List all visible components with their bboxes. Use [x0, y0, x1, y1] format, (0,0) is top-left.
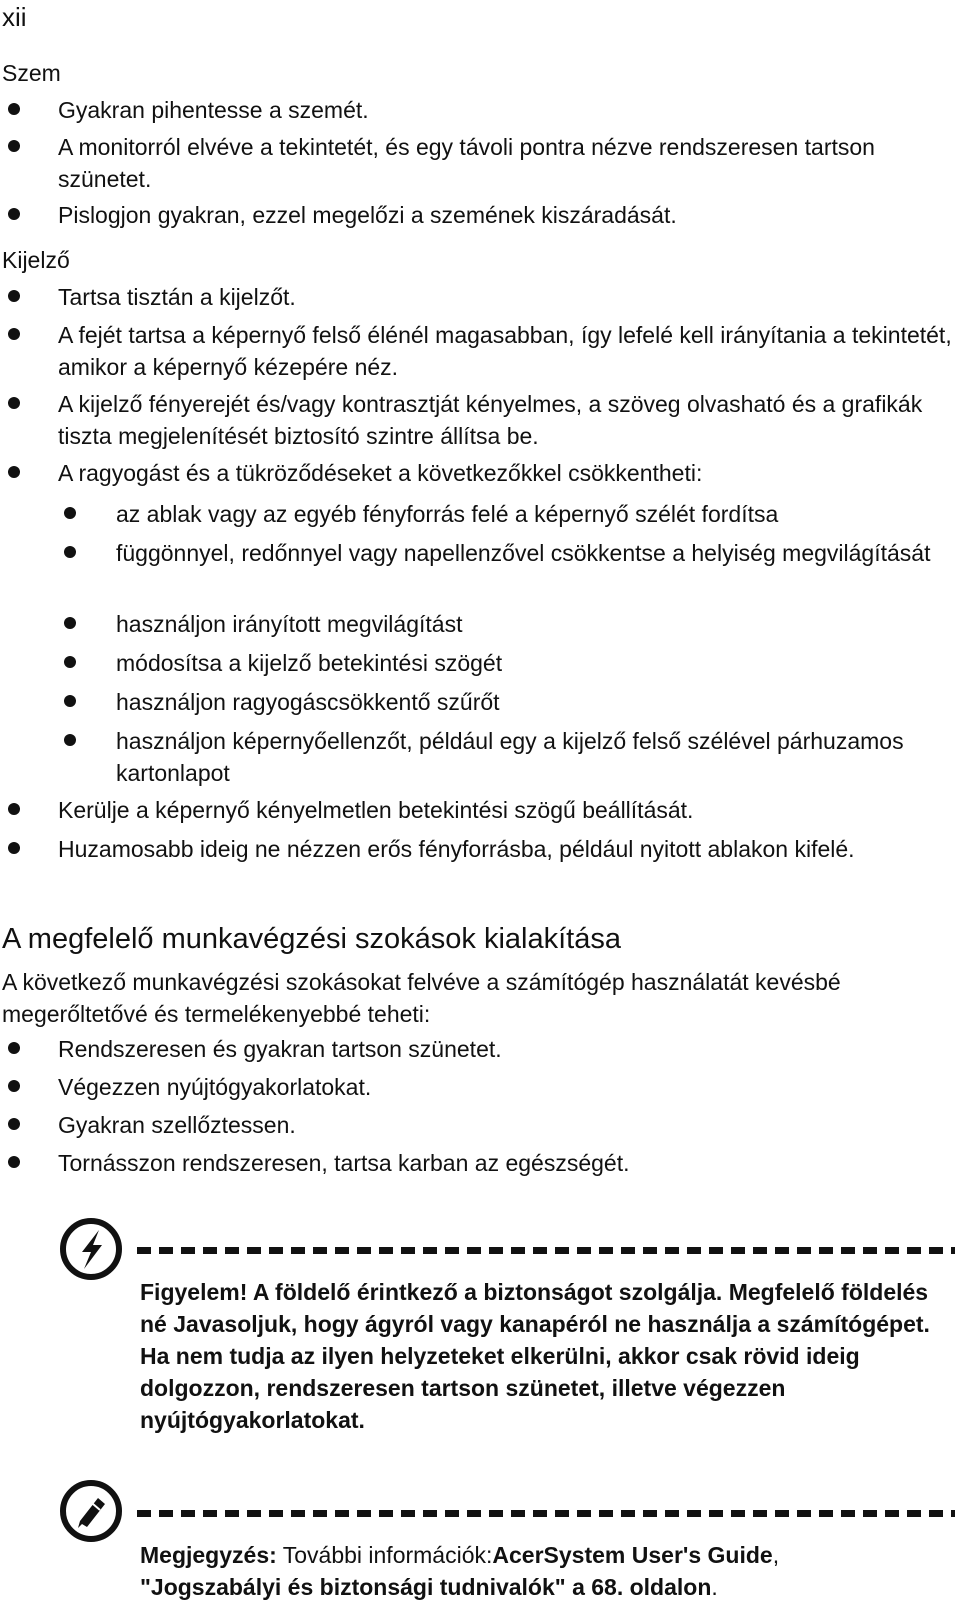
note-text [140, 1539, 950, 1603]
display-item: Kerülje a képernyő kényelmetlen betekintési szögű beállítását. [58, 797, 694, 823]
display-subitem: használjon irányított megvilágítást [116, 611, 463, 637]
bullet-icon [8, 1156, 20, 1168]
note-label: Megjegyzés: [140, 1542, 277, 1568]
display-subitem: használjon képernyőellenzőt, például egy a kijelző felső szélével párhuzamos kartonlapot [116, 728, 904, 786]
habits-item: Végezzen nyújtógyakorlatokat. [58, 1074, 372, 1100]
display-subitem: függönnyel, redőnnyel vagy napellenzővel csökkentse a helyiség megvilágítását [116, 540, 931, 566]
bullet-icon [8, 208, 20, 220]
eyes-item: A monitorról elvéve a tekintetét, és egy távoli pontra nézve rendszeresen tartson szünetet. [58, 134, 875, 192]
pen-note-icon [60, 1480, 122, 1542]
page-number: xii [2, 2, 27, 32]
bullet-icon [8, 1118, 20, 1130]
bullet-icon [64, 734, 76, 746]
eyes-heading: Szem [2, 60, 61, 86]
habits-item: Tornásszon rendszeresen, tartsa karban az egészségét. [58, 1150, 630, 1176]
bullet-icon [8, 1080, 20, 1092]
habits-intro: A következő munkavégzési szokásokat felvéve a számítógép használatát kevésbé megerőltetővé és termelékenyebbé teheti: [2, 969, 841, 1027]
bullet-icon [64, 617, 76, 629]
section-title: A megfelelő munkavégzési szokások kialakítása [2, 923, 621, 955]
bullet-icon [64, 695, 76, 707]
bullet-icon [8, 103, 20, 115]
note-body: További információk: [276, 1542, 493, 1568]
bullet-icon [8, 140, 20, 152]
eyes-item: Gyakran pihentesse a szemét. [58, 97, 369, 123]
display-item: A fejét tartsa a képernyő felső élénél magasabban, így lefelé kell irányítania a tekintetét, amikor a képernyő kézepére néz. [58, 322, 952, 380]
note-comma: , [772, 1542, 780, 1568]
bullet-icon [8, 842, 20, 854]
habits-item: Rendszeresen és gyakran tartson szünetet. [58, 1036, 502, 1062]
display-item: Huzamosabb ideig ne nézzen erős fényforrásba, például nyitott ablakon kifelé. [58, 836, 855, 862]
display-heading: Kijelző [2, 247, 70, 273]
display-item: A kijelző fényerejét és/vagy kontrasztját kényelmes, a szöveg olvasható és a grafikák tiszta megjelenítését biztosító szintre állítsa be. [58, 391, 923, 449]
display-subitem: módosítsa a kijelző betekintési szögét [116, 650, 503, 676]
display-subitem: az ablak vagy az egyéb fényforrás felé a képernyő szélét fordítsa [116, 501, 779, 527]
guide-reference: "Jogszabályi és biztonsági tudnivalók" a 68. oldalon [140, 1574, 712, 1600]
bullet-icon [64, 546, 76, 558]
bullet-icon [8, 803, 20, 815]
display-subitem: használjon ragyogáscsökkentő szűrőt [116, 689, 500, 715]
lightning-warning-icon [60, 1218, 122, 1280]
note-end: . [711, 1574, 718, 1600]
guide-title: AcerSystem User's Guide [492, 1542, 773, 1568]
bullet-icon [8, 397, 20, 409]
bullet-icon [8, 328, 20, 340]
bullet-icon [8, 290, 20, 302]
display-item: Tartsa tisztán a kijelzőt. [58, 284, 296, 310]
warning-divider [137, 1247, 955, 1254]
eyes-item: Pislogjon gyakran, ezzel megelőzi a szemének kiszáradását. [58, 202, 677, 228]
note-divider [137, 1510, 955, 1517]
bullet-icon [8, 1042, 20, 1054]
bullet-icon [8, 466, 20, 478]
bullet-icon [64, 507, 76, 519]
display-item: A ragyogást és a tükröződéseket a következőkkel csökkentheti: [58, 460, 703, 486]
habits-item: Gyakran szellőztessen. [58, 1112, 296, 1138]
bullet-icon [64, 656, 76, 668]
warning-text: Figyelem! A földelő érintkező a biztonságot szolgálja. Megfelelő földelés né Javasoljuk, hogy ágyról vagy kanapéról ne használja a számítógépet. Ha nem tudja az ilyen helyzeteket elkerülni, akkor csak rövid ideig dolgozzon, rendszeresen tartson szünetet, illetve végezzen nyújtógyakorlatokat. [140, 1279, 930, 1433]
